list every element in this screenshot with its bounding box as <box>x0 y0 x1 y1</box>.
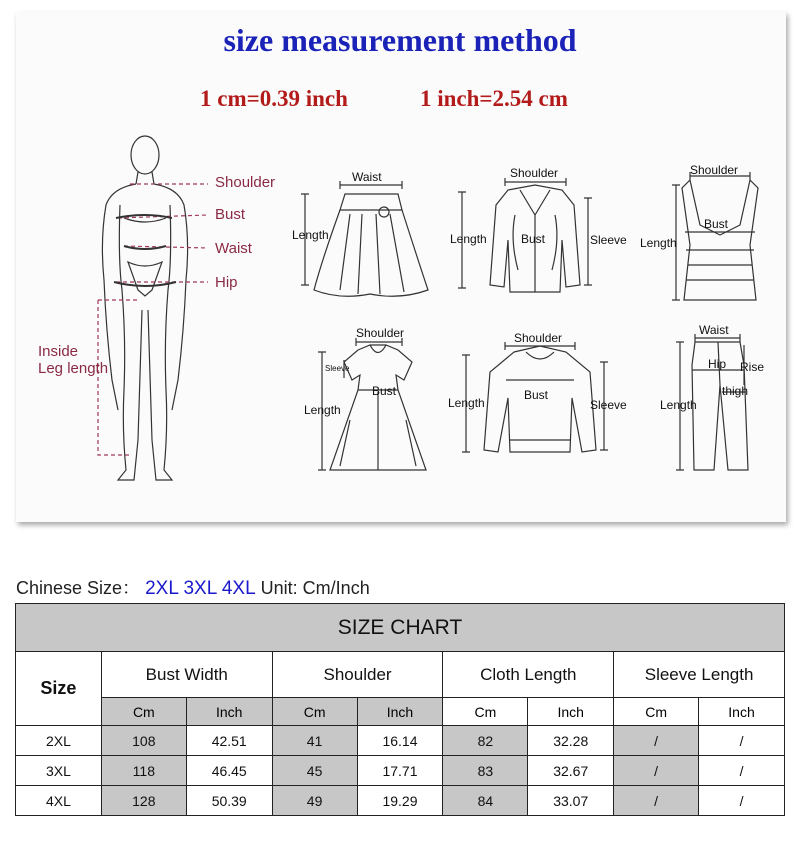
top-icon <box>682 180 758 300</box>
table-cell: 32.67 <box>528 756 614 786</box>
shoulder-header: Shoulder <box>272 652 443 698</box>
table-cell: / <box>699 756 785 786</box>
table-cell: 82 <box>443 726 528 756</box>
dress-label-sleeve: Sleeve <box>325 364 350 373</box>
table-cell: / <box>614 786 699 816</box>
jacket-label-shoulder: Shoulder <box>510 166 559 180</box>
sweater-label-bust: Bust <box>524 388 549 402</box>
pants-label-thigh: thigh <box>722 384 749 398</box>
table-cell: 50.39 <box>186 786 272 816</box>
unit-header: Inch <box>528 698 614 726</box>
pants-label-waist: Waist <box>699 323 729 337</box>
jacket-label-sleeve: Sleeve <box>590 233 627 247</box>
pants-label-length: Length <box>660 398 697 412</box>
chinese-size-line <box>16 574 370 600</box>
table-cell: / <box>614 726 699 756</box>
table-cell: 118 <box>101 756 186 786</box>
sweater-label-length: Length <box>448 396 485 410</box>
table-cell: 108 <box>101 726 186 756</box>
table-cell: / <box>699 726 785 756</box>
body-label-shoulder: Shoulder <box>215 174 276 191</box>
skirt-label-length: Length <box>292 228 329 242</box>
table-cell: 128 <box>101 786 186 816</box>
size-chart-table <box>15 603 785 816</box>
table-cell: 33.07 <box>528 786 614 816</box>
table-cell: 42.51 <box>186 726 272 756</box>
body-label-hip: Hip <box>215 274 238 291</box>
sleeve-length-header: Sleeve Length <box>614 652 785 698</box>
table-cell: 45 <box>272 756 357 786</box>
size-cell: 4XL <box>16 786 102 816</box>
unit-header: Cm <box>272 698 357 726</box>
unit-header: Cm <box>614 698 699 726</box>
body-label-leg-length: Leg length <box>38 360 109 377</box>
table-cell: 32.28 <box>528 726 614 756</box>
top-label-bust: Bust <box>704 217 729 231</box>
table-cell: 49 <box>272 786 357 816</box>
pants-label-hip: Hip <box>708 357 727 371</box>
table-cell: 19.29 <box>357 786 443 816</box>
skirt-icon <box>314 194 428 296</box>
table-cell: 83 <box>443 756 528 786</box>
size-cell: 3XL <box>16 756 102 786</box>
unit-header: Inch <box>699 698 785 726</box>
bust-width-header: Bust Width <box>101 652 272 698</box>
table-cell: 41 <box>272 726 357 756</box>
top-label-length: Length <box>640 236 677 250</box>
sweater-label-shoulder: Shoulder <box>514 331 563 345</box>
jacket-label-bust: Bust <box>521 232 546 246</box>
unit-header: Cm <box>101 698 186 726</box>
cloth-length-header: Cloth Length <box>443 652 614 698</box>
size-column-header: Size <box>16 652 102 726</box>
unit-header: Inch <box>357 698 443 726</box>
table-cell: / <box>614 756 699 786</box>
table-cell: 17.71 <box>357 756 443 786</box>
table-row <box>16 726 785 756</box>
pants-label-rise: Rise <box>740 360 765 374</box>
body-label-waist: Waist <box>215 240 252 257</box>
unit-header: Cm <box>443 698 528 726</box>
unit-header: Inch <box>186 698 272 726</box>
table-cell: 84 <box>443 786 528 816</box>
body-label-inside: Inside <box>38 343 79 360</box>
body-label-bust: Bust <box>215 206 246 223</box>
dress-label-bust: Bust <box>372 384 397 398</box>
table-cell: 46.45 <box>186 756 272 786</box>
dress-label-shoulder: Shoulder <box>356 326 405 340</box>
panel-title: size measurement method <box>223 22 577 58</box>
conversion-inch: 1 inch=2.54 cm <box>420 86 568 111</box>
table-row <box>16 786 785 816</box>
jacket-label-length: Length <box>450 232 487 246</box>
table-cell: 16.14 <box>357 726 443 756</box>
table-cell: / <box>699 786 785 816</box>
skirt-label-waist: Waist <box>352 170 382 184</box>
size-cell: 2XL <box>16 726 102 756</box>
body-figure-icon <box>102 136 187 480</box>
size-chart-caption: SIZE CHART <box>16 604 785 652</box>
chinese-size-prefix: Chinese Size： <box>16 578 141 598</box>
top-label-shoulder: Shoulder <box>690 163 739 177</box>
unit-label: Unit: Cm/Inch <box>260 578 370 598</box>
sweater-label-sleeve: Sleeve <box>590 398 627 412</box>
conversion-cm: 1 cm=0.39 inch <box>200 86 348 111</box>
table-row <box>16 756 785 786</box>
chinese-size-values: 2XL 3XL 4XL <box>145 578 256 599</box>
dress-label-length: Length <box>304 403 341 417</box>
